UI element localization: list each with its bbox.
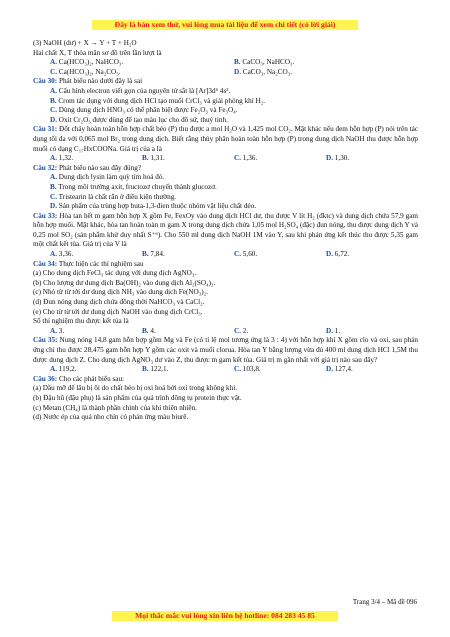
option-b [33,97,418,107]
options-row [33,154,418,164]
option-letter: C. [234,326,241,335]
option-b [33,183,418,193]
option-text: 5,60. [242,250,258,259]
question-number: Câu 31: [33,125,58,134]
experiment-item: (d) Đun nóng dung dịch chứa đồng thời NaHCO₃ và CaCl₂. [33,298,205,307]
question-number: Câu 36: [33,374,58,383]
option-a [50,154,142,164]
statement-item: (d) Nước ép của quả nho chín có phản ứng màu biurê. [33,413,189,422]
option-d [33,202,418,212]
option-c [234,250,326,260]
option-text: Cấu hình electron viết gọn của nguyên tử sắt là [Ar]3d⁶ 4s². [57,86,231,95]
question-text: Cho các phát biểu sau: [57,374,125,383]
option-b [142,327,234,337]
reaction-line: (3) NaOH (dư) + X → Y + T + H₂O [33,39,137,47]
option-text: 2. [242,326,249,335]
question-34 [33,260,418,270]
question-35 [33,336,418,365]
question-text: Đốt cháy hoàn toàn hỗn hợp chất béo (P) thu được a mol H₂O và 1,425 mol CO₂. Mặt khác nếu đem hỗn hợp (P) nói trên tác dụng tối đa với 0,065 mol Br₂ trong dung dịch. Biết rằng thủy phân hoàn toàn hỗn hợp (P) trong dung dịch NaOH thu được hỗn hợp muối có dạng C₁₇HxCOONa. Giá trị của a là [33,125,418,153]
option-letter: C. [50,192,57,201]
option-d [326,250,418,260]
options-row [33,58,418,68]
option-text: 122,1. [150,365,169,374]
option-text: 3,36. [58,250,74,259]
option-text: Crom tác dụng với dung dịch HCl tạo muối CrCl₃ và giải phóng khí H₂. [56,96,266,105]
question-36 [33,375,418,385]
option-letter: B. [50,96,57,105]
option-text: Ca(HCO₃)₂, NaHCO₃. [58,58,124,67]
option-text: 4. [150,326,156,335]
option-d [33,116,418,126]
option-c [50,68,234,78]
option-letter: B. [142,154,149,163]
option-letter: A. [50,58,57,67]
question-31 [33,125,418,154]
option-letter: B. [234,58,241,67]
question-30 [33,77,418,87]
option-text: 1,31. [150,154,165,163]
option-letter: B. [142,250,149,259]
option-text: 1,32. [58,154,74,163]
options-row [33,250,418,260]
question-number: Câu 35: [33,336,58,345]
option-d [326,327,418,337]
option-letter: D. [50,115,57,124]
question-text: Thực hiện các thí nghiệm sau [57,259,144,268]
option-text: CaCO₃, Na₂CO₃. [242,67,293,76]
option-letter: A. [50,154,57,163]
option-letter: D. [326,326,333,335]
option-letter: A. [50,326,57,335]
option-letter: A. [50,173,57,182]
option-b [234,58,418,68]
option-letter: B. [142,365,149,374]
option-text: Sản phẩm của trùng hợp buta-1,3-đien thuộc nhóm vật liệu chất dẻo. [57,202,257,211]
option-letter: D. [326,365,333,374]
options-row [33,365,418,375]
question-text: Hòa tan hết m gam hỗn hợp X gồm Fe, FexOy vào dung dịch HCl dư, thu được V lít H₂ (đktc) và dung dịch chứa 57,9 gam hỗn hợp muối. Mặt khác, hòa tan hoàn toàn m gam X trong dung dịch chứa 1,05 mol H₂SO₄ (đặc) đun nóng, thu được dung dịch Y và 0,25 mol SO₂ (sản phẩm khử duy nhất S⁺⁶). Cho 550 ml dung dịch NaOH 1M vào Y, sau khi phản ứng kết thúc thu được 5,35 gam một chất kết tủa. Giá trị của V là [33,211,418,249]
question-number: Câu 32: [33,163,58,172]
statement-item: (c) Metan (CH₄) là thành phần chính của khí thiên nhiên. [33,403,197,412]
option-d [234,68,418,78]
statement-item: (a) Dầu mỡ để lâu bị ôi do chất béo bị oxi hoá bởi oxi trong không khí. [33,384,238,393]
option-text: 103,8. [242,365,261,374]
option-letter: C. [50,106,57,115]
option-d [326,365,418,375]
experiment-item: (c) Nhỏ từ từ tới dư dung dịch NH₃ vào dung dịch Fe(NO₃)₂. [33,288,208,297]
option-text: 3. [58,326,65,335]
option-text: 127,4. [334,365,353,374]
option-a [50,58,234,68]
option-text: Dùng dung dịch HNO₃ có thể phân biệt được Fe₂O₃ và Fe₃O₄. [57,106,238,115]
question-33 [33,212,418,250]
question-number: Câu 34: [33,259,58,268]
option-text: Oxit Cr₂O₃ được dùng để tạo màu lục cho đồ sứ, thuỷ tinh. [57,115,228,124]
experiment-item: (e) Cho từ từ tới dư dung dịch NaOH vào dung dịch CrCl₃. [33,307,203,316]
option-text: 1,36. [242,154,258,163]
question-stem: Hai chất X, T thỏa mãn sơ đồ trên lần lượt là [33,48,162,57]
option-letter: A. [50,250,57,259]
option-letter: D. [50,202,57,211]
question-text: Phát biểu nào sau đây đúng? [57,163,142,172]
option-c [234,365,326,375]
page-number: Trang 3/4 – Mã đề 096 [352,598,417,606]
option-letter: D. [326,250,333,259]
option-text: 1,30. [334,154,350,163]
option-text: Tristearin là chất rắn ở điều kiện thường. [57,192,177,201]
option-text: Trong môi trường axit, fructozơ chuyển thành glucozơ. [56,182,217,191]
option-letter: D. [326,154,333,163]
option-c [234,327,326,337]
option-b [142,154,234,164]
option-b [142,365,234,375]
option-text: 1. [334,326,341,335]
question-text: Phát biểu nào dưới đây là sai [57,77,143,86]
options-row [33,68,418,78]
option-text: Dung dịch lysin làm quỳ tím hoá đỏ. [57,173,165,182]
option-a [50,365,142,375]
option-letter: D. [234,67,241,76]
experiment-item: (a) Cho dung dịch FeCl₃ tác dụng với dung dịch AgNO₃. [33,269,197,278]
option-c [234,154,326,164]
question-32 [33,164,418,174]
option-letter: C. [234,154,241,163]
preview-notice-banner: Đây là bản xem thử, vui lòng mua tài liệu để xem chi tiết (có lời giải) [92,20,358,30]
option-letter: B. [50,182,57,191]
option-text: CaCO₃, NaHCO₃. [242,58,295,67]
question-text: Nung nóng 14,8 gam hỗn hợp gồm Mg và Fe (có tỉ lệ mol tương ứng là 3 : 4) với hỗn hợp khí X gồm clo và oxi, sau phản ứng chỉ thu được 28,475 gam hỗn hợp Y gồm các oxit và muối clorua. Hòa tan Y bằng lượng vừa đủ 400 ml dung dịch HCl 1,5M thu được dung dịch Z. Cho dung dịch AgNO₃ dư vào Z, thu được m gam kết tủa. Giá trị m gần nhất với giá trị nào sau đây? [33,336,418,364]
option-a [50,327,142,337]
option-letter: B. [142,326,149,335]
hotline-banner: Mọi thắc mắc vui lòng xin liên hệ hotline: 084 283 45 85 [112,611,338,621]
option-letter: C. [234,365,241,374]
option-letter: A. [50,365,57,374]
question-stem: Số thí nghiệm thu được kết tủa là [33,317,129,326]
option-text: Ca(HCO₃)₂, Na₂CO₃. [58,67,121,76]
option-d [326,154,418,164]
option-a [33,87,418,97]
statement-item: (b) Đậu hũ (đậu phụ) là sản phẩm của quá trình đông tụ protein thực vật. [33,393,242,402]
option-letter: C. [234,250,241,259]
option-a [33,173,418,183]
option-text: 6,72. [334,250,350,259]
option-c [33,106,418,116]
question-number: Câu 30: [33,77,58,86]
experiment-item: (b) Cho lượng dư dung dịch Ba(OH)₂ vào dung dịch Al₂(SO₄)₃. [33,278,216,287]
option-b [142,250,234,260]
option-a [50,250,142,260]
option-letter: A. [50,86,57,95]
option-text: 7,84. [150,250,165,259]
document-body [33,39,418,423]
options-row [33,327,418,337]
option-text: 119,2. [58,365,77,374]
option-c [33,193,418,203]
option-letter: C. [50,67,57,76]
question-number: Câu 33: [33,211,58,220]
